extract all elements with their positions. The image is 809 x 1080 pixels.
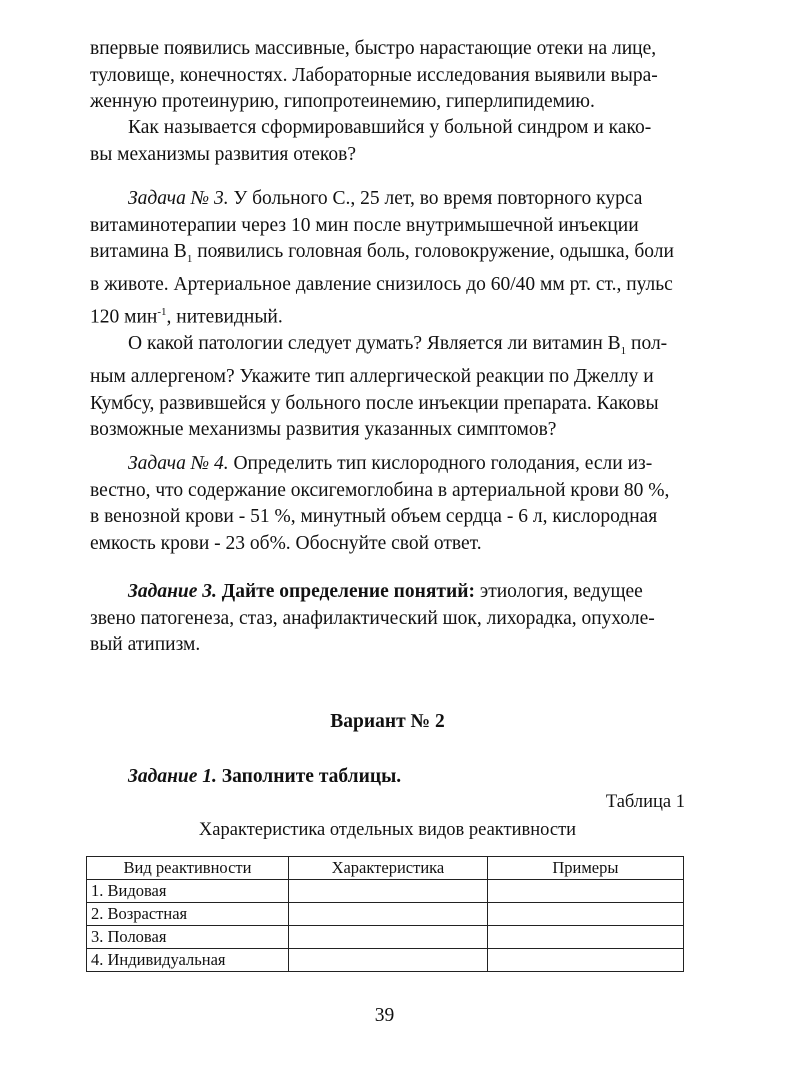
- column-header: Примеры: [487, 857, 683, 880]
- assignment-3-label: Задание 3.: [128, 581, 217, 602]
- text-line: вестно, что содержание оксигемоглобина в артериальной крови 80 %,: [90, 479, 670, 501]
- text-line: вы механизмы развития отеков?: [90, 143, 357, 165]
- text-line: Как называется сформировавшийся у больной синдром и како-: [128, 117, 652, 138]
- task-4-label: Задача № 4.: [128, 453, 229, 474]
- reactivity-table: [86, 856, 684, 972]
- text-line: женную протеинурию, гипопротеинемию, гиперлипидемию.: [90, 91, 595, 112]
- table-caption: Характеристика отдельных видов реактивности: [198, 820, 577, 840]
- task-3-line-3: витамина $В_1$ появились головная боль, головокружение, одышка, боли: [90, 241, 674, 265]
- assignment-1: [90, 764, 685, 791]
- assignment-3-line-1: Задание 3. Дайте определение понятий: этиология, ведущее: [128, 581, 643, 602]
- text-line: витаминотерапии через 10 мин после внутримышечной инъекции: [90, 214, 639, 236]
- table-cell: 4. Индивидуальная: [87, 949, 289, 972]
- task-3-line-5: 120 мин$^{-1}$, нитевидный.: [90, 305, 283, 328]
- table-row: [87, 880, 684, 903]
- column-header: Характеристика: [288, 857, 487, 880]
- intro-question: [90, 115, 685, 168]
- table-number: Таблица 1: [605, 792, 685, 812]
- text-line: туловище, конечностях. Лабораторные исследования выявили выра-: [90, 64, 658, 86]
- text-line: в животе. Артериальное давление снизилось до 60/40 мм рт. ст., пульс: [90, 274, 673, 296]
- table-cell: [487, 880, 683, 903]
- task-4-line-1: Задача № 4. Определить тип кислородного голодания, если из-: [128, 453, 653, 474]
- table-row: [87, 926, 684, 949]
- text-line: емкость крови - 23 об%. Обоснуйте свой ответ.: [90, 532, 482, 554]
- text-line: возможные механизмы развития указанных симптомов?: [90, 419, 557, 441]
- intro-paragraph: [90, 36, 685, 116]
- assignment-1-line: Задание 1. Заполните таблицы.: [128, 766, 402, 787]
- text-line: в венозной крови - 51 %, минутный объем сердца - 6 л, кислородная: [90, 506, 658, 527]
- table-cell: [487, 926, 683, 949]
- table-cell: [288, 903, 487, 926]
- text-line: вый атипизм.: [90, 634, 201, 655]
- table-cell: [288, 926, 487, 949]
- column-header: Вид реактивности: [87, 857, 289, 880]
- page-number: 39: [374, 1005, 395, 1026]
- table-cell: [487, 949, 683, 972]
- task-3-line-1: Задача № 3. У больного С., 25 лет, во время повторного курса: [128, 188, 643, 209]
- text-line: Кумбсу, развившейся у больного после инъекции препарата. Каковы: [90, 392, 659, 414]
- task-3-label: Задача № 3.: [128, 188, 229, 209]
- text-line: ным аллергеном? Укажите тип аллергической реакции по Джеллу и: [90, 366, 654, 388]
- table-cell: [487, 903, 683, 926]
- table-cell: [288, 949, 487, 972]
- table-cell: 3. Половая: [87, 926, 289, 949]
- table-cell: [288, 880, 487, 903]
- table-header-row: [87, 857, 684, 880]
- text-line: впервые появились массивные, быстро нарастающие отеки на лице,: [90, 38, 657, 59]
- task-4: [90, 451, 685, 557]
- task-3: [90, 186, 685, 444]
- table-cell: 2. Возрастная: [87, 903, 289, 926]
- task-3-question-line-1: О какой патологии следует думать? Является ли витамин $В_1$ пол-: [128, 332, 668, 357]
- table-cell: 1. Видовая: [87, 880, 289, 903]
- assignment-1-label: Задание 1.: [128, 766, 217, 787]
- text-line: звено патогенеза, стаз, анафилактический шок, лихорадка, опухоле-: [90, 607, 655, 629]
- table-row: [87, 903, 684, 926]
- table-row: [87, 949, 684, 972]
- assignment-3: [90, 579, 685, 659]
- variant-title: Вариант № 2: [330, 711, 445, 732]
